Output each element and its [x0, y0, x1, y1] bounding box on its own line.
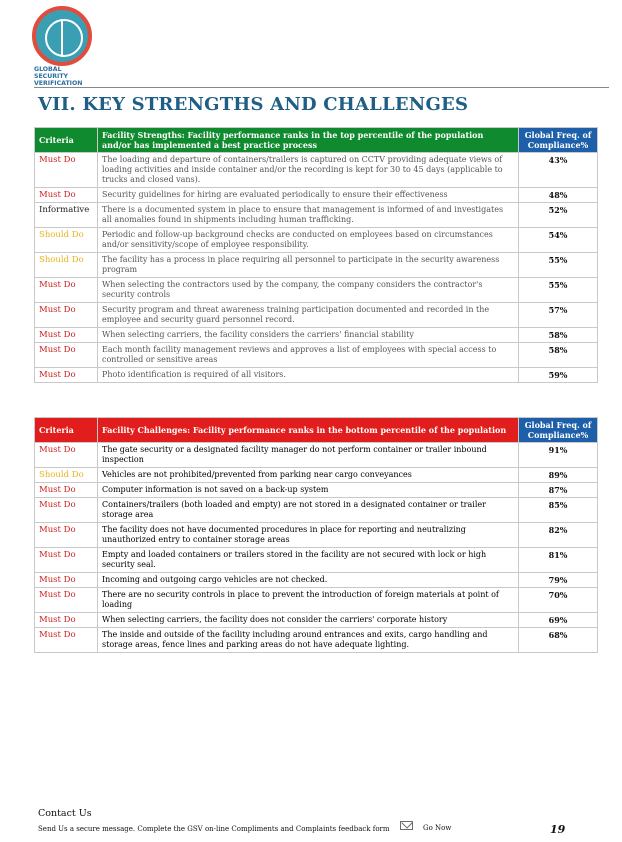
- go-now-link[interactable]: Go Now: [423, 824, 452, 832]
- compliance-percent-cell: 43%: [519, 153, 598, 188]
- compliance-percent-cell: 69%: [519, 613, 598, 628]
- feedback-message: Send Us a secure message. Complete the GSV on-line Compliments and Complaints feedback form: [38, 825, 390, 833]
- compliance-percent-cell: 70%: [519, 588, 598, 613]
- description-cell: Computer information is not saved on a back-up system: [98, 483, 519, 498]
- description-cell: Periodic and follow-up background checks are conducted on employees based on circumstances and/or sensitivity/scope of employee responsibility.: [98, 228, 519, 253]
- challenge-row: [35, 443, 598, 468]
- criteria-cell: Should Do: [35, 468, 98, 483]
- gsv-logo: [32, 6, 102, 86]
- strengths-table: [34, 127, 598, 383]
- compliance-percent-cell: 85%: [519, 498, 598, 523]
- compliance-percent-cell: 55%: [519, 278, 598, 303]
- logo-text: [34, 66, 82, 87]
- challenge-row: [35, 573, 598, 588]
- description-cell: Each month facility management reviews and approves a list of employees with special access to controlled or sensitive areas: [98, 343, 519, 368]
- description-cell: Security program and threat awareness training participation documented and recorded in the employee and security guard personnel record.: [98, 303, 519, 328]
- criteria-cell: Must Do: [35, 153, 98, 188]
- compliance-percent-cell: 81%: [519, 548, 598, 573]
- logo-line-3: VERIFICATION: [34, 80, 83, 87]
- strength-row: [35, 303, 598, 328]
- description-cell: Security guidelines for hiring are evaluated periodically to ensure their effectiveness: [98, 188, 519, 203]
- description-cell: There is a documented system in place to ensure that management is informed of and investigates all anomalies found in shipments including human trafficking.: [98, 203, 519, 228]
- strengths-freq-header: Global Freq. of Compliance%: [519, 128, 598, 153]
- criteria-cell: Must Do: [35, 548, 98, 573]
- challenge-row: [35, 613, 598, 628]
- description-cell: The loading and departure of containers/trailers is captured on CCTV providing adequate views of loading activities and inside container and/or the recording is kept for 30 to 45 days (applicable to trucks and closed vans).: [98, 153, 519, 188]
- header-divider: [34, 87, 609, 88]
- description-cell: Vehicles are not prohibited/prevented from parking near cargo conveyances: [98, 468, 519, 483]
- compliance-percent-cell: 68%: [519, 628, 598, 653]
- compliance-percent-cell: 52%: [519, 203, 598, 228]
- page-number: 19: [550, 823, 566, 836]
- description-cell: Containers/trailers (both loaded and empty) are not stored in a designated container or trailer storage area: [98, 498, 519, 523]
- compliance-percent-cell: 55%: [519, 253, 598, 278]
- logo-line-1: GLOBAL: [34, 66, 62, 73]
- challenges-table: [34, 417, 598, 653]
- compliance-percent-cell: 57%: [519, 303, 598, 328]
- criteria-cell: Must Do: [35, 613, 98, 628]
- criteria-cell: Must Do: [35, 573, 98, 588]
- compliance-percent-cell: 54%: [519, 228, 598, 253]
- description-cell: When selecting carriers, the facility considers the carriers' financial stability: [98, 328, 519, 343]
- criteria-cell: Must Do: [35, 278, 98, 303]
- challenges-description-header: Facility Challenges: Facility performance ranks in the bottom percentile of the population: [98, 418, 519, 443]
- criteria-cell: Should Do: [35, 253, 98, 278]
- challenge-row: [35, 483, 598, 498]
- criteria-cell: Must Do: [35, 523, 98, 548]
- criteria-cell: Must Do: [35, 188, 98, 203]
- description-cell: The gate security or a designated facility manager do not perform container or trailer inbound inspection: [98, 443, 519, 468]
- strength-row: [35, 328, 598, 343]
- strengths-description-header: Facility Strengths: Facility performance ranks in the top percentile of the population and/or has implemented a best practice process: [98, 128, 519, 153]
- compliance-percent-cell: 82%: [519, 523, 598, 548]
- globe-icon: [32, 6, 92, 66]
- description-cell: The inside and outside of the facility including around entrances and exits, cargo handling and storage areas, fence lines and parking areas do not have adequate lighting.: [98, 628, 519, 653]
- strength-row: [35, 228, 598, 253]
- strength-row: [35, 368, 598, 383]
- criteria-cell: Must Do: [35, 483, 98, 498]
- challenge-row: [35, 548, 598, 573]
- compliance-percent-cell: 59%: [519, 368, 598, 383]
- challenge-row: [35, 523, 598, 548]
- description-cell: When selecting carriers, the facility does not consider the carriers' corporate history: [98, 613, 519, 628]
- description-cell: There are no security controls in place to prevent the introduction of foreign materials at point of loading: [98, 588, 519, 613]
- compliance-percent-cell: 48%: [519, 188, 598, 203]
- compliance-percent-cell: 91%: [519, 443, 598, 468]
- challenges-criteria-header: Criteria: [35, 418, 98, 443]
- criteria-cell: Must Do: [35, 443, 98, 468]
- logo-line-2: SECURITY: [34, 73, 69, 80]
- criteria-cell: Informative: [35, 203, 98, 228]
- section-title: VII. KEY STRENGTHS AND CHALLENGES: [38, 94, 469, 115]
- description-cell: When selecting the contractors used by the company, the company considers the contractor's security controls: [98, 278, 519, 303]
- criteria-cell: Must Do: [35, 368, 98, 383]
- strength-row: [35, 153, 598, 188]
- criteria-cell: Must Do: [35, 343, 98, 368]
- strength-row: [35, 343, 598, 368]
- criteria-cell: Must Do: [35, 628, 98, 653]
- compliance-percent-cell: 87%: [519, 483, 598, 498]
- challenge-row: [35, 588, 598, 613]
- strength-row: [35, 203, 598, 228]
- description-cell: Photo identification is required of all visitors.: [98, 368, 519, 383]
- criteria-cell: Must Do: [35, 328, 98, 343]
- strength-row: [35, 188, 598, 203]
- description-cell: The facility does not have documented procedures in place for reporting and neutralizing unauthorized entry to container storage areas: [98, 523, 519, 548]
- criteria-cell: Must Do: [35, 588, 98, 613]
- description-cell: Empty and loaded containers or trailers stored in the facility are not secured with lock or high security seal.: [98, 548, 519, 573]
- compliance-percent-cell: 79%: [519, 573, 598, 588]
- challenge-row: [35, 628, 598, 653]
- challenges-freq-header: Global Freq. of Compliance%: [519, 418, 598, 443]
- description-cell: The facility has a process in place requiring all personnel to participate in the security awareness program: [98, 253, 519, 278]
- compliance-percent-cell: 89%: [519, 468, 598, 483]
- criteria-cell: Should Do: [35, 228, 98, 253]
- compliance-percent-cell: 58%: [519, 328, 598, 343]
- compliance-percent-cell: 58%: [519, 343, 598, 368]
- challenge-row: [35, 468, 598, 483]
- envelope-icon[interactable]: [400, 821, 413, 830]
- description-cell: Incoming and outgoing cargo vehicles are not checked.: [98, 573, 519, 588]
- strengths-criteria-header: Criteria: [35, 128, 98, 153]
- challenge-row: [35, 498, 598, 523]
- contact-us-heading: Contact Us: [38, 808, 92, 819]
- criteria-cell: Must Do: [35, 303, 98, 328]
- strength-row: [35, 278, 598, 303]
- strength-row: [35, 253, 598, 278]
- criteria-cell: Must Do: [35, 498, 98, 523]
